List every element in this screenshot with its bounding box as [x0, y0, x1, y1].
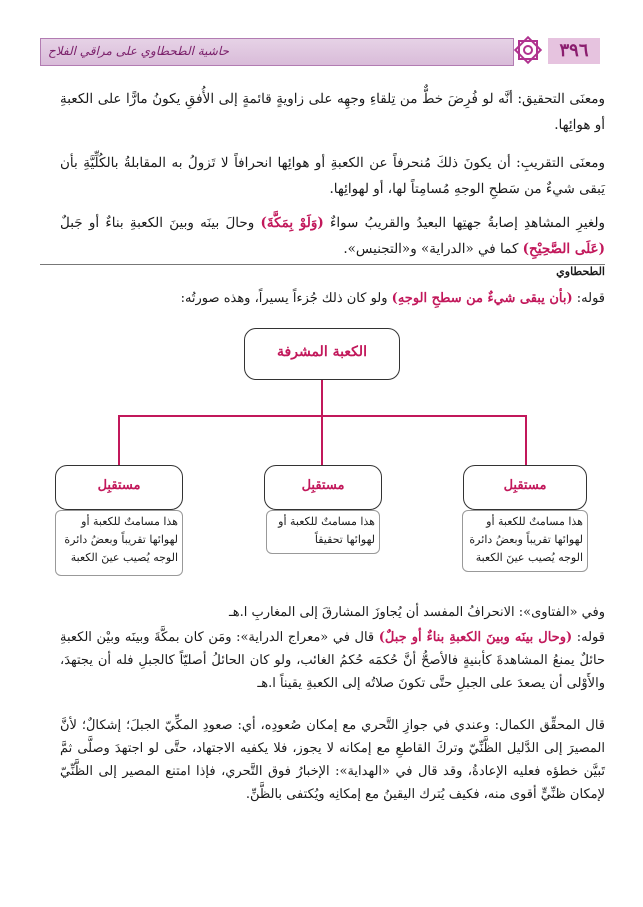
matn-highlight: (وَلَوْ بِمَكَّةَ) — [260, 215, 324, 231]
mustaqbil-label: مستقبِل — [503, 478, 547, 493]
paragraph-taqrib: ومعنَى التقريبِ: أن يكونَ ذلكَ مُنحرفاً عن الكعبةِ أو هوائِها انحرافاً لا تَزولُ به المقابلةُ بالكُلِّيَّةِ بأن يَبقى شيءٌ من سَطحِ الوجهِ مُسامِتاً لها، أو لهوائِها. — [60, 155, 605, 197]
quote-highlight: (وحال بينَه وبينَ الكعبةِ بناءٌ أو جبلٌ) — [378, 630, 573, 645]
text-run: كما في «الدراية» و«التجنيس». — [343, 241, 523, 257]
kaaba-label: الكعبة المشرفة — [277, 344, 367, 360]
quote-line — [60, 286, 605, 312]
page-number: ٣٩٦ — [548, 38, 600, 64]
paragraph-ghayr-mushahid — [60, 210, 605, 262]
mustaqbil-box-right — [463, 465, 587, 510]
mustaqbil-desc-right: هذا مسامتٌ للكعبة أو لهوائها تقريباً وبعضُ دائرة الوجه يُصيب عينَ الكعبة — [462, 510, 588, 572]
kaaba-box — [244, 328, 400, 380]
text-run: قال في «معراج الدراية»: ومَن كان بمكَّةَ وبينَه وبيْن الكعبةِ حائلٌ يمنعُ المشاهدةَ كأبنيةٍ فالأصحُّ أنَّ حُكمَه حُكمُ الغائب، ولو كان الحائلُ أصليّاً كالجبلِ فله أن يجتهدَ، والأَوْلى أن يصعدَ على الجبلِ حتَّى تكونَ صلاتُه إلى الكعبةِ يقيناً ا.هـ — [60, 630, 605, 691]
paragraph-tahqiq: ومعنَى التحقيق: أنَّه لو فُرِضَ خطٌّ من تِلقاءِ وجهِه على زاويةٍ قائمةٍ إلى الأُفقِ يكونُ مارًّا على الكعبةِ أو هوائِها. — [60, 91, 605, 133]
text-run: قوله: — [572, 630, 605, 645]
connector-line — [525, 415, 527, 465]
fatawa-line: وفي «الفتاوى»: الانحرافُ المفسد أن يُجاوزَ المشارقَ إلى المغاربِ ا.هـ — [228, 605, 605, 620]
mustaqbil-desc-left: هذا مسامتٌ للكعبة أو لهوائها تقريباً وبعضُ دائرة الوجه يُصيب عينَ الكعبة — [55, 510, 183, 576]
mustaqbil-box-middle — [264, 465, 382, 510]
book-title: حاشية الطحطاوي على مراقي الفلاح — [48, 44, 229, 58]
kamal-paragraph: قال المحقِّق الكمال: وعندي في جوازِ التَّحري مع إمكان صُعودِه، أي: صعودِ المكِّيّ الجبلَ؛ إشكالٌ؛ لأنَّ المصيرَ إلى الدَّليل الظَّنِّيّ وتركَ القاطعِ مع إمكانه لا يجوز، فلا يكفيه الاجتهاد، حتَّى لو اجتهدَ وصلَّى ثمَّ تَبيَّن خطؤه فعليه الإعادةُ، وقد قال في «الهداية»: الإخبارُ فوق التَّحري، فإذا امتنع المصير إلى الظَّنِّيّ لإمكان ظنِّيٍّ أقوى منه، فكيف يُترك اليقينُ مع إمكانِه ويُكتفى بالظَّنِّ. — [60, 718, 605, 802]
matn-highlight: (عَلَى الصَّحِيْحِ) — [522, 241, 605, 257]
mustaqbil-box-left — [55, 465, 183, 510]
connector-line — [321, 415, 323, 465]
miraj-paragraph — [60, 626, 605, 695]
text-run: وحالَ بينَه وبينَ الكعبةِ بناءٌ أو جَبلٌ — [60, 215, 261, 231]
text-run: قوله: — [572, 291, 605, 306]
connector-line — [118, 415, 120, 465]
ornament-icon — [512, 34, 544, 66]
text-run: ولغيرِ المشاهدِ إصابةُ جهتِها البعيدُ والقريبُ سواءٌ — [323, 215, 605, 231]
mustaqbil-label: مستقبِل — [301, 478, 345, 493]
quote-highlight: (بأن يبقى شيءٌ من سطحِ الوجهِ) — [391, 291, 573, 306]
connector-line — [321, 380, 323, 416]
text-run: ولو كان ذلك جُزءاً يسيراً، وهذه صورتُه: — [180, 291, 392, 306]
commentator-label: الطحطاوي — [556, 265, 605, 278]
mustaqbil-label: مستقبِل — [97, 478, 141, 493]
mustaqbil-desc-middle: هذا مسامتٌ للكعبة أو لهوائها تحقيقاً — [266, 510, 380, 554]
